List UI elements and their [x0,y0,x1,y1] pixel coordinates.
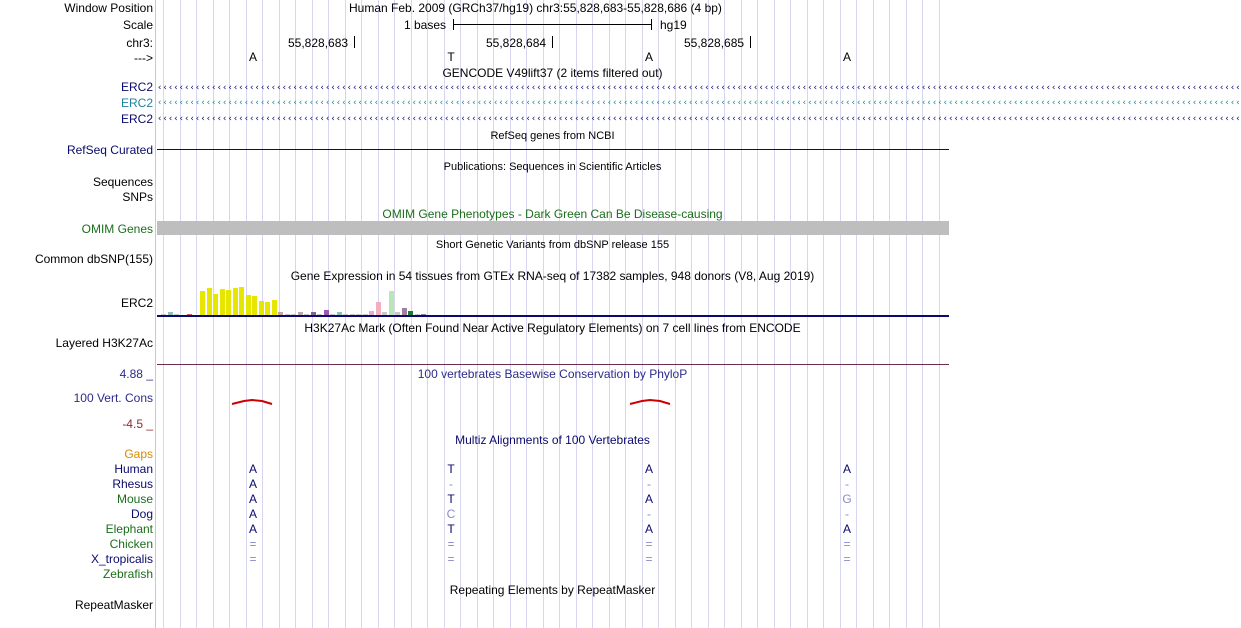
repeatmasker-track-label[interactable]: RepeatMasker [74,598,153,612]
multiz-aligned-base: = [249,537,257,551]
multiz-aligned-base: A [248,477,257,491]
refseq-track-title[interactable]: RefSeq genes from NCBI [490,130,615,142]
scale-value: 1 bases [404,18,447,32]
ruler-tick-label: 55,828,685 [684,36,745,50]
multiz-aligned-base: - [647,477,651,491]
scale-label: Scale [122,18,153,32]
multiz-aligned-base: A [842,522,851,536]
multiz-aligned-base: A [248,462,257,476]
publications-snps-label[interactable]: SNPs [122,190,153,204]
multiz-aligned-base: C [446,507,456,521]
gencode-track-title[interactable]: GENCODE V49lift37 (2 items filtered out) [442,66,663,80]
multiz-aligned-base: G [842,492,852,506]
multiz-aligned-base: = [843,552,851,566]
multiz-species-label[interactable]: Human [114,462,153,476]
multiz-aligned-base: A [644,522,653,536]
phylop-peak [232,400,272,404]
multiz-aligned-base: A [644,492,653,506]
multiz-aligned-base: = [249,552,257,566]
window-position-label: Window Position [64,1,153,15]
multiz-aligned-base: A [248,522,257,536]
multiz-species-label[interactable]: Rhesus [112,477,153,491]
ruler-tick-label: 55,828,684 [486,36,547,50]
multiz-aligned-base: = [843,537,851,551]
multiz-aligned-base: = [645,537,653,551]
reference-base: A [842,50,851,64]
omim-track-label[interactable]: OMIM Genes [81,222,153,236]
multiz-aligned-base: A [842,462,851,476]
reference-base: A [248,50,257,64]
refseq-track-label[interactable]: RefSeq Curated [66,143,153,157]
dbsnp-track-title[interactable]: Short Genetic Variants from dbSNP release 155 [435,239,670,251]
gtex-gene-label[interactable]: ERC2 [120,296,153,310]
scale-assembly: hg19 [660,18,687,32]
phylop-max-label: 4.88 _ [119,367,153,381]
multiz-aligned-base: A [644,462,653,476]
gencode-gene-feature[interactable]: ‹‹‹‹‹‹‹‹‹‹‹‹‹‹‹‹‹‹‹‹‹‹‹‹‹‹‹‹‹‹‹‹‹‹‹‹‹‹‹‹‹‹‹‹‹‹‹‹‹‹‹‹‹‹‹‹‹‹‹‹‹‹‹‹‹‹‹‹‹‹‹‹‹‹‹‹‹‹‹‹‹‹‹‹‹‹‹‹‹‹‹‹‹‹‹‹‹‹‹‹‹‹‹‹‹‹‹‹‹‹‹‹‹‹‹‹‹‹‹‹‹‹‹‹‹‹‹‹‹‹‹‹‹‹‹‹‹‹‹‹‹‹‹‹‹‹‹‹‹‹‹‹‹‹‹‹‹‹‹‹‹‹‹‹‹‹‹‹‹‹‹‹‹‹‹‹‹‹‹‹‹‹‹‹‹‹‹‹‹‹‹‹‹‹‹‹‹‹‹‹ [157,98,1241,108]
multiz-species-label[interactable]: Dog [130,507,153,521]
multiz-aligned-base: - [845,507,849,521]
phylop-track-title[interactable]: 100 vertebrates Basewise Conservation by PhyloP [417,367,688,381]
publications-track-title[interactable]: Publications: Sequences in Scientific Articles [443,161,662,173]
multiz-aligned-base: - [647,507,651,521]
ruler-tick-label: 55,828,683 [288,36,349,50]
dbsnp-track-label[interactable]: Common dbSNP(155) [34,252,153,266]
chrom-label: chr3: [126,36,153,50]
multiz-aligned-base: - [845,477,849,491]
window-position-value: Human Feb. 2009 (GRCh37/hg19) chr3:55,828,683-55,828,686 (4 bp) [349,1,722,15]
h3k27ac-track-label[interactable]: Layered H3K27Ac [55,336,153,350]
phylop-track-label[interactable]: 100 Vert. Cons [73,391,153,405]
omim-track-title[interactable]: OMIM Gene Phenotypes - Dark Green Can Be Disease-causing [382,207,723,221]
multiz-aligned-base: = [645,552,653,566]
multiz-aligned-base: = [447,537,455,551]
reference-base: T [447,50,455,64]
phylop-min-label: -4.5 _ [122,417,153,431]
reference-base: A [644,50,653,64]
multiz-species-label[interactable]: Chicken [109,537,153,551]
multiz-aligned-base: T [447,522,455,536]
multiz-gaps-label[interactable]: Gaps [124,447,153,461]
multiz-species-label[interactable]: Elephant [105,522,153,536]
multiz-aligned-base: A [248,492,257,506]
multiz-species-label[interactable]: Zebrafish [102,567,153,581]
multiz-species-label[interactable]: X_tropicalis [90,552,153,566]
strand-label: ---> [134,51,153,65]
gencode-gene-feature[interactable]: ‹‹‹‹‹‹‹‹‹‹‹‹‹‹‹‹‹‹‹‹‹‹‹‹‹‹‹‹‹‹‹‹‹‹‹‹‹‹‹‹‹‹‹‹‹‹‹‹‹‹‹‹‹‹‹‹‹‹‹‹‹‹‹‹‹‹‹‹‹‹‹‹‹‹‹‹‹‹‹‹‹‹‹‹‹‹‹‹‹‹‹‹‹‹‹‹‹‹‹‹‹‹‹‹‹‹‹‹‹‹‹‹‹‹‹‹‹‹‹‹‹‹‹‹‹‹‹‹‹‹‹‹‹‹‹‹‹‹‹‹‹‹‹‹‹‹‹‹‹‹‹‹‹‹‹‹‹‹‹‹‹‹‹‹‹‹‹‹‹‹‹‹‹‹‹‹‹‹‹‹‹‹‹‹‹‹‹‹‹‹‹‹‹‹‹‹‹‹‹‹ [157,83,1241,93]
h3k27ac-track-title[interactable]: H3K27Ac Mark (Often Found Near Active Regulatory Elements) on 7 cell lines from ENCODE [304,321,801,335]
phylop-peak [630,400,670,404]
multiz-aligned-base: T [447,492,455,506]
repeatmasker-track-title[interactable]: Repeating Elements by RepeatMasker [449,583,656,597]
multiz-aligned-base: = [447,552,455,566]
gencode-gene-feature[interactable]: ‹‹‹‹‹‹‹‹‹‹‹‹‹‹‹‹‹‹‹‹‹‹‹‹‹‹‹‹‹‹‹‹‹‹‹‹‹‹‹‹‹‹‹‹‹‹‹‹‹‹‹‹‹‹‹‹‹‹‹‹‹‹‹‹‹‹‹‹‹‹‹‹‹‹‹‹‹‹‹‹‹‹‹‹‹‹‹‹‹‹‹‹‹‹‹‹‹‹‹‹‹‹‹‹‹‹‹‹‹‹‹‹‹‹‹‹‹‹‹‹‹‹‹‹‹‹‹‹‹‹‹‹‹‹‹‹‹‹‹‹‹‹‹‹‹‹‹‹‹‹‹‹‹‹‹‹‹‹‹‹‹‹‹‹‹‹‹‹‹‹‹‹‹‹‹‹‹‹‹‹‹‹‹‹‹‹‹‹‹‹‹‹‹‹‹‹‹‹‹‹ [157,114,1241,124]
gencode-gene-label[interactable]: ERC2 [120,80,153,94]
gencode-gene-label[interactable]: ERC2 [120,96,153,110]
gtex-track-title[interactable]: Gene Expression in 54 tissues from GTEx RNA-seq of 17382 samples, 948 donors (V8, Aug 2019) [290,269,815,283]
publications-sequences-label[interactable]: Sequences [92,175,153,189]
multiz-aligned-base: A [248,507,257,521]
multiz-aligned-base: T [447,462,455,476]
multiz-species-label[interactable]: Mouse [116,492,153,506]
multiz-track-title[interactable]: Multiz Alignments of 100 Vertebrates [455,433,650,447]
gencode-gene-label[interactable]: ERC2 [120,112,153,126]
multiz-aligned-base: - [449,477,453,491]
